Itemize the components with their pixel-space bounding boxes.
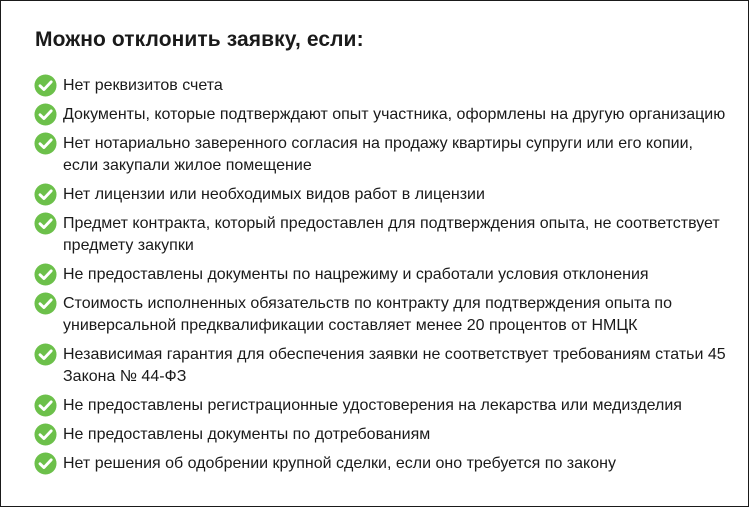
list-item <box>34 264 728 286</box>
list-item-text: Стоимость исполненных обязательств по контракту для подтверждения опыта по универсальной предквалификации составляет менее 20 процентов от НМЦК <box>63 295 672 334</box>
list-item-text: Нет лицензии или необходимых видов работ в лицензии <box>63 186 485 203</box>
list-item <box>34 344 728 388</box>
check-circle-icon <box>34 452 57 475</box>
list-item-text: Не предоставлены регистрационные удостоверения на лекарства или медизделия <box>63 397 682 414</box>
list-item-text: Независимая гарантия для обеспечения заявки не соответствует требованиям статьи 45 Закона № 44-ФЗ <box>63 346 726 385</box>
check-circle-icon <box>34 343 57 366</box>
list-item-text: Нет решения об одобрении крупной сделки, если оно требуется по закону <box>63 455 616 472</box>
list-item-text: Документы, которые подтверждают опыт участника, оформлены на другую организацию <box>63 106 726 123</box>
list-item <box>34 395 728 417</box>
list-item-text: Не предоставлены документы по дотребованиям <box>63 426 431 443</box>
check-circle-icon <box>34 292 57 315</box>
check-circle-icon <box>34 103 57 126</box>
card-title: Можно отклонить заявку, если: <box>35 28 364 51</box>
list-item <box>34 213 728 257</box>
list-item <box>34 453 728 475</box>
list-item <box>34 104 728 126</box>
check-circle-icon <box>34 132 57 155</box>
list-item <box>34 293 728 337</box>
check-circle-icon <box>34 394 57 417</box>
list-item <box>34 184 728 206</box>
list-item-text: Предмет контракта, который предоставлен для подтверждения опыта, не соответствует предмету закупки <box>63 215 720 254</box>
check-circle-icon <box>34 212 57 235</box>
list-item <box>34 133 728 177</box>
check-circle-icon <box>34 263 57 286</box>
list-item-text: Нет нотариально заверенного согласия на продажу квартиры супруги или его копии, если закупали жилое помещение <box>63 135 693 174</box>
list-item-text: Не предоставлены документы по нацрежиму и сработали условия отклонения <box>63 266 649 283</box>
check-circle-icon <box>34 423 57 446</box>
list-item-text: Нет реквизитов счета <box>63 77 223 94</box>
check-circle-icon <box>34 183 57 206</box>
rejection-reasons-list <box>34 75 728 475</box>
list-item <box>34 75 728 97</box>
check-circle-icon <box>34 74 57 97</box>
list-item <box>34 424 728 446</box>
